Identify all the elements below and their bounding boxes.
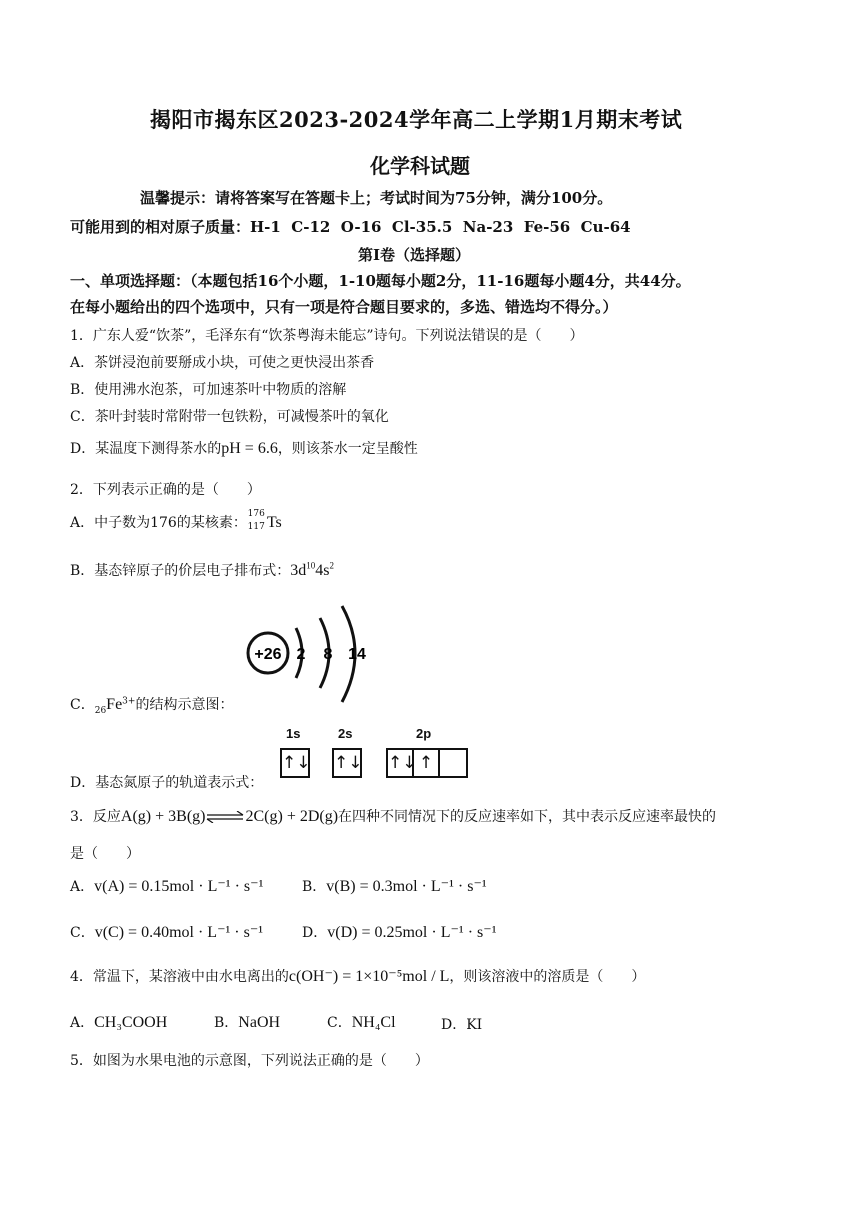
nucleus-charge: +26 (254, 646, 282, 663)
shell-electrons-3: 14 (348, 646, 366, 663)
q3-stem-pre: 3．反应 (70, 809, 121, 825)
q4-c-math: NH₄Cl (351, 1014, 396, 1031)
volume-heading: 第Ⅰ卷（选择题） (358, 246, 471, 264)
q2-b-3d: 3d (290, 562, 307, 579)
atomic-masses: 可能用到的相对原子质量：H-1 C-12 O-16 Cl-35.5 Na-23 Fe-56 Cu-64 (70, 218, 631, 236)
q4-a-label: A． (70, 1015, 95, 1031)
orbital-2p-cell-3 (440, 750, 466, 776)
orbital-label-2p: 2p (416, 726, 432, 741)
q2-b-4s: 4s (315, 562, 330, 579)
q3-stem (70, 806, 716, 826)
orbital-2p-cell-2: ↑ (414, 750, 440, 776)
q2-atomic-number: 117 (247, 522, 265, 532)
q4-c-label: C． (327, 1015, 352, 1031)
q3-option-d (302, 922, 497, 942)
q4-stem-pre: 4．常温下，某溶液中由水电离出的 (70, 969, 289, 985)
q2-fe-atomic-number: 26 (94, 705, 107, 716)
q1-option-d (70, 438, 418, 458)
fe3-structure-diagram (242, 598, 377, 710)
q1-option-d-math: pH = 6.6 (221, 440, 278, 457)
nitrogen-orbital-diagram (276, 726, 476, 788)
q2-option-c-text: 的结构示意图： (135, 697, 234, 713)
q2-option-c (70, 694, 233, 716)
q3-c-label: C． (70, 925, 95, 941)
q5-stem: 5．如图为水果电池的示意图，下列说法正确的是（ ） (70, 1053, 429, 1069)
exam-tip: 温馨提示：请将答案写在答题卡上；考试时间为75分钟，满分100分。 (140, 189, 613, 207)
q3-a-math: v(A) = 0.15mol · L⁻¹ · s⁻¹ (94, 878, 264, 895)
q4-stem-post: ，则该溶液中的溶质是（ ） (449, 969, 646, 985)
q3-d-math: v(D) = 0.25mol · L⁻¹ · s⁻¹ (327, 924, 497, 941)
orbital-1s-cell: ↑↓ (282, 753, 311, 773)
q3-a-label: A． (70, 879, 95, 895)
q4-option-c (327, 1012, 396, 1032)
q2-option-d: D．基态氮原子的轨道表示式： (70, 775, 264, 791)
q3-c-math: v(C) = 0.40mol · L⁻¹ · s⁻¹ (94, 924, 264, 941)
q1-option-d-text-pre: D．某温度下测得茶水的 (70, 441, 222, 457)
q3-stem-line2: 是（ ） (70, 846, 140, 862)
q4-option-a (70, 1012, 167, 1032)
q2-b-sup1: 10 (306, 560, 316, 571)
q2-b-sup2: 2 (329, 560, 335, 571)
q2-nuclide-indices (247, 509, 267, 533)
q2-option-a (70, 509, 282, 533)
shell-electrons-2: 8 (323, 646, 333, 663)
orbital-box-2s (332, 748, 362, 778)
q2-option-b-text: B．基态锌原子的价层电子排布式： (70, 563, 291, 579)
q2-option-b (70, 560, 334, 580)
q3-eq-left: A(g) + 3B(g) (120, 808, 206, 825)
q2-stem: 2．下列表示正确的是（ ） (70, 482, 261, 498)
q3-d-label: D． (302, 925, 328, 941)
shell-electrons-1: 2 (296, 646, 306, 663)
orbital-label-1s: 1s (286, 726, 301, 741)
exam-title: 揭阳市揭东区2023-2024学年高二上学期1月期末考试 (150, 107, 683, 132)
exam-subtitle: 化学科试题 (370, 154, 470, 178)
q1-option-b: B．使用沸水泡茶，可加速茶叶中物质的溶解 (70, 382, 347, 398)
q2-fe-charge: 3+ (122, 696, 136, 707)
q4-option-b (214, 1012, 280, 1032)
q3-eq-right: 2C(g) + 2D(g) (245, 808, 339, 825)
q3-option-a (70, 876, 263, 896)
fe3-structure-svg (242, 598, 377, 710)
q1-stem: 1．广东人爱“饮茶”，毛泽东有“饮茶粤海未能忘”诗句。下列说法错误的是（ ） (70, 328, 584, 344)
q2-element-symbol: Ts (266, 514, 282, 531)
q2-option-c-label: C． (70, 697, 95, 713)
q4-b-math: NaOH (238, 1014, 281, 1031)
section-instructions-line2: 在每小题给出的四个选项中，只有一项是符合题目要求的，多选、错选均不得分。） (70, 298, 618, 316)
q3-b-math: v(B) = 0.3mol · L⁻¹ · s⁻¹ (326, 878, 487, 895)
q4-stem-math: c(OH⁻) = 1×10⁻⁵mol / L (288, 968, 450, 985)
q3-option-c (70, 922, 263, 942)
q1-option-a: A．茶饼浸泡前要掰成小块，可使之更快浸出茶香 (70, 355, 375, 371)
orbital-2p-cell-1: ↑↓ (388, 750, 414, 776)
orbital-label-2s: 2s (338, 726, 353, 741)
q1-option-d-text-post: ，则该茶水一定呈酸性 (277, 441, 418, 457)
q2-option-a-text: A．中子数为176的某核素： (70, 515, 247, 531)
q4-a-math: CH₃COOH (94, 1014, 168, 1031)
q1-option-c: C．茶叶封装时常附带一包铁粉，可减慢茶叶的氧化 (70, 409, 389, 425)
equilibrium-arrow-icon (205, 811, 245, 823)
section-instructions-line1: 一、单项选择题：（本题包括16个小题，1-10题每小题2分，11-16题每小题4分，共44分。 (70, 272, 691, 290)
q2-option-b-math (290, 562, 334, 579)
q4-b-label: B． (214, 1015, 239, 1031)
q4-stem (70, 966, 645, 986)
orbital-2s-cell: ↑↓ (334, 753, 363, 773)
q3-stem-post: 在四种不同情况下的反应速率如下，其中表示反应速率最快的 (338, 809, 717, 825)
q2-mass-number: 176 (247, 509, 265, 519)
q4-option-d: D．KI (441, 1017, 483, 1033)
orbital-box-2p (386, 748, 468, 778)
orbital-box-1s (280, 748, 310, 778)
q3-option-b (302, 876, 487, 896)
q2-fe-symbol: Fe (106, 696, 123, 713)
q3-b-label: B． (302, 879, 327, 895)
